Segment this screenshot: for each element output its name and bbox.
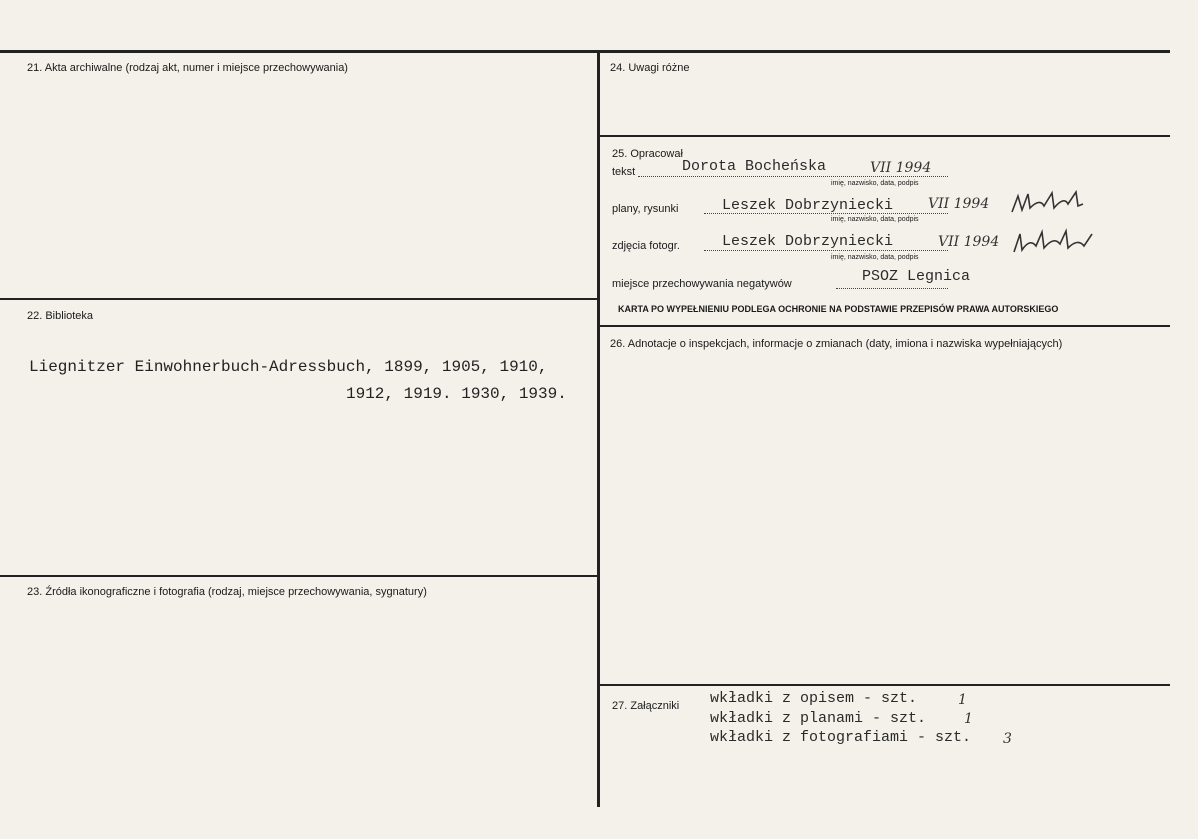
drawings-author-caption: imię, nazwisko, data, podpis [831,216,919,223]
divider-24-25 [599,135,1170,137]
copyright-notice: KARTA PO WYPEŁNIENIU PODLEGA OCHRONIE NA PODSTAWIE PRZEPISÓW PRAWA AUTORSKIEGO [618,304,1059,314]
section-27-label: 27. Załączniki [612,700,680,712]
section-24-label: 24. Uwagi różne [610,62,690,74]
photos-signature [1010,228,1095,256]
section-25-label: 25. Opracował [612,148,683,160]
attachment-plans: wkładki z planami - szt. [710,710,927,727]
negatives-value: PSOZ Legnica [862,268,971,285]
drawings-author-date: VII 1994 [928,196,990,212]
attachment-plans-count: 1 [964,711,973,727]
divider-26-27 [599,684,1170,686]
photos-author-line [704,250,948,251]
photos-author-caption: imię, nazwisko, data, podpis [831,254,919,261]
section-22-label: 22. Biblioteka [27,310,94,322]
negatives-line [836,288,948,289]
text-author-caption: imię, nazwisko, data, podpis [831,180,919,187]
attachment-description-count: 1 [958,692,967,708]
attachment-photos: wkładki z fotografiami - szt. [710,729,972,746]
negatives-label: miejsce przechowywania negatywów [612,278,792,290]
library-entry-line-1: Liegnitzer Einwohnerbuch-Adressbuch, 1899, 1905, 1910, [29,358,548,376]
library-entry-line-2: 1912, 1919. 1930, 1939. [346,385,567,403]
divider-25-26 [599,325,1170,327]
drawings-author-field-label: plany, rysunki [612,203,679,215]
section-26-label: 26. Adnotacje o inspekcjach, informacje o zmianach (daty, imiona i nazwiska wypełniających) [610,338,1063,350]
drawings-author-name: Leszek Dobrzyniecki [722,197,894,214]
text-author-field-label: tekst [612,166,636,178]
section-23-label: 23. Źródła ikonograficzne i fotografia (rodzaj, miejsce przechowywania, sygnatury) [27,586,427,598]
divider-21-22 [0,298,599,300]
drawings-signature [1010,190,1085,216]
center-divider [597,50,600,807]
section-21-label: 21. Akta archiwalne (rodzaj akt, numer i miejsce przechowywania) [27,62,348,74]
divider-22-23 [0,575,599,577]
top-border [0,50,1170,53]
photos-author-name: Leszek Dobrzyniecki [722,233,894,250]
text-author-date: VII 1994 [870,160,932,176]
attachment-description: wkładki z opisem - szt. [710,690,918,707]
attachment-photos-count: 3 [1003,731,1012,747]
text-author-name: Dorota Bocheńska [682,158,827,175]
text-author-line [638,176,948,177]
photos-author-date: VII 1994 [938,234,1000,250]
photos-author-field-label: zdjęcia fotogr. [612,240,680,252]
